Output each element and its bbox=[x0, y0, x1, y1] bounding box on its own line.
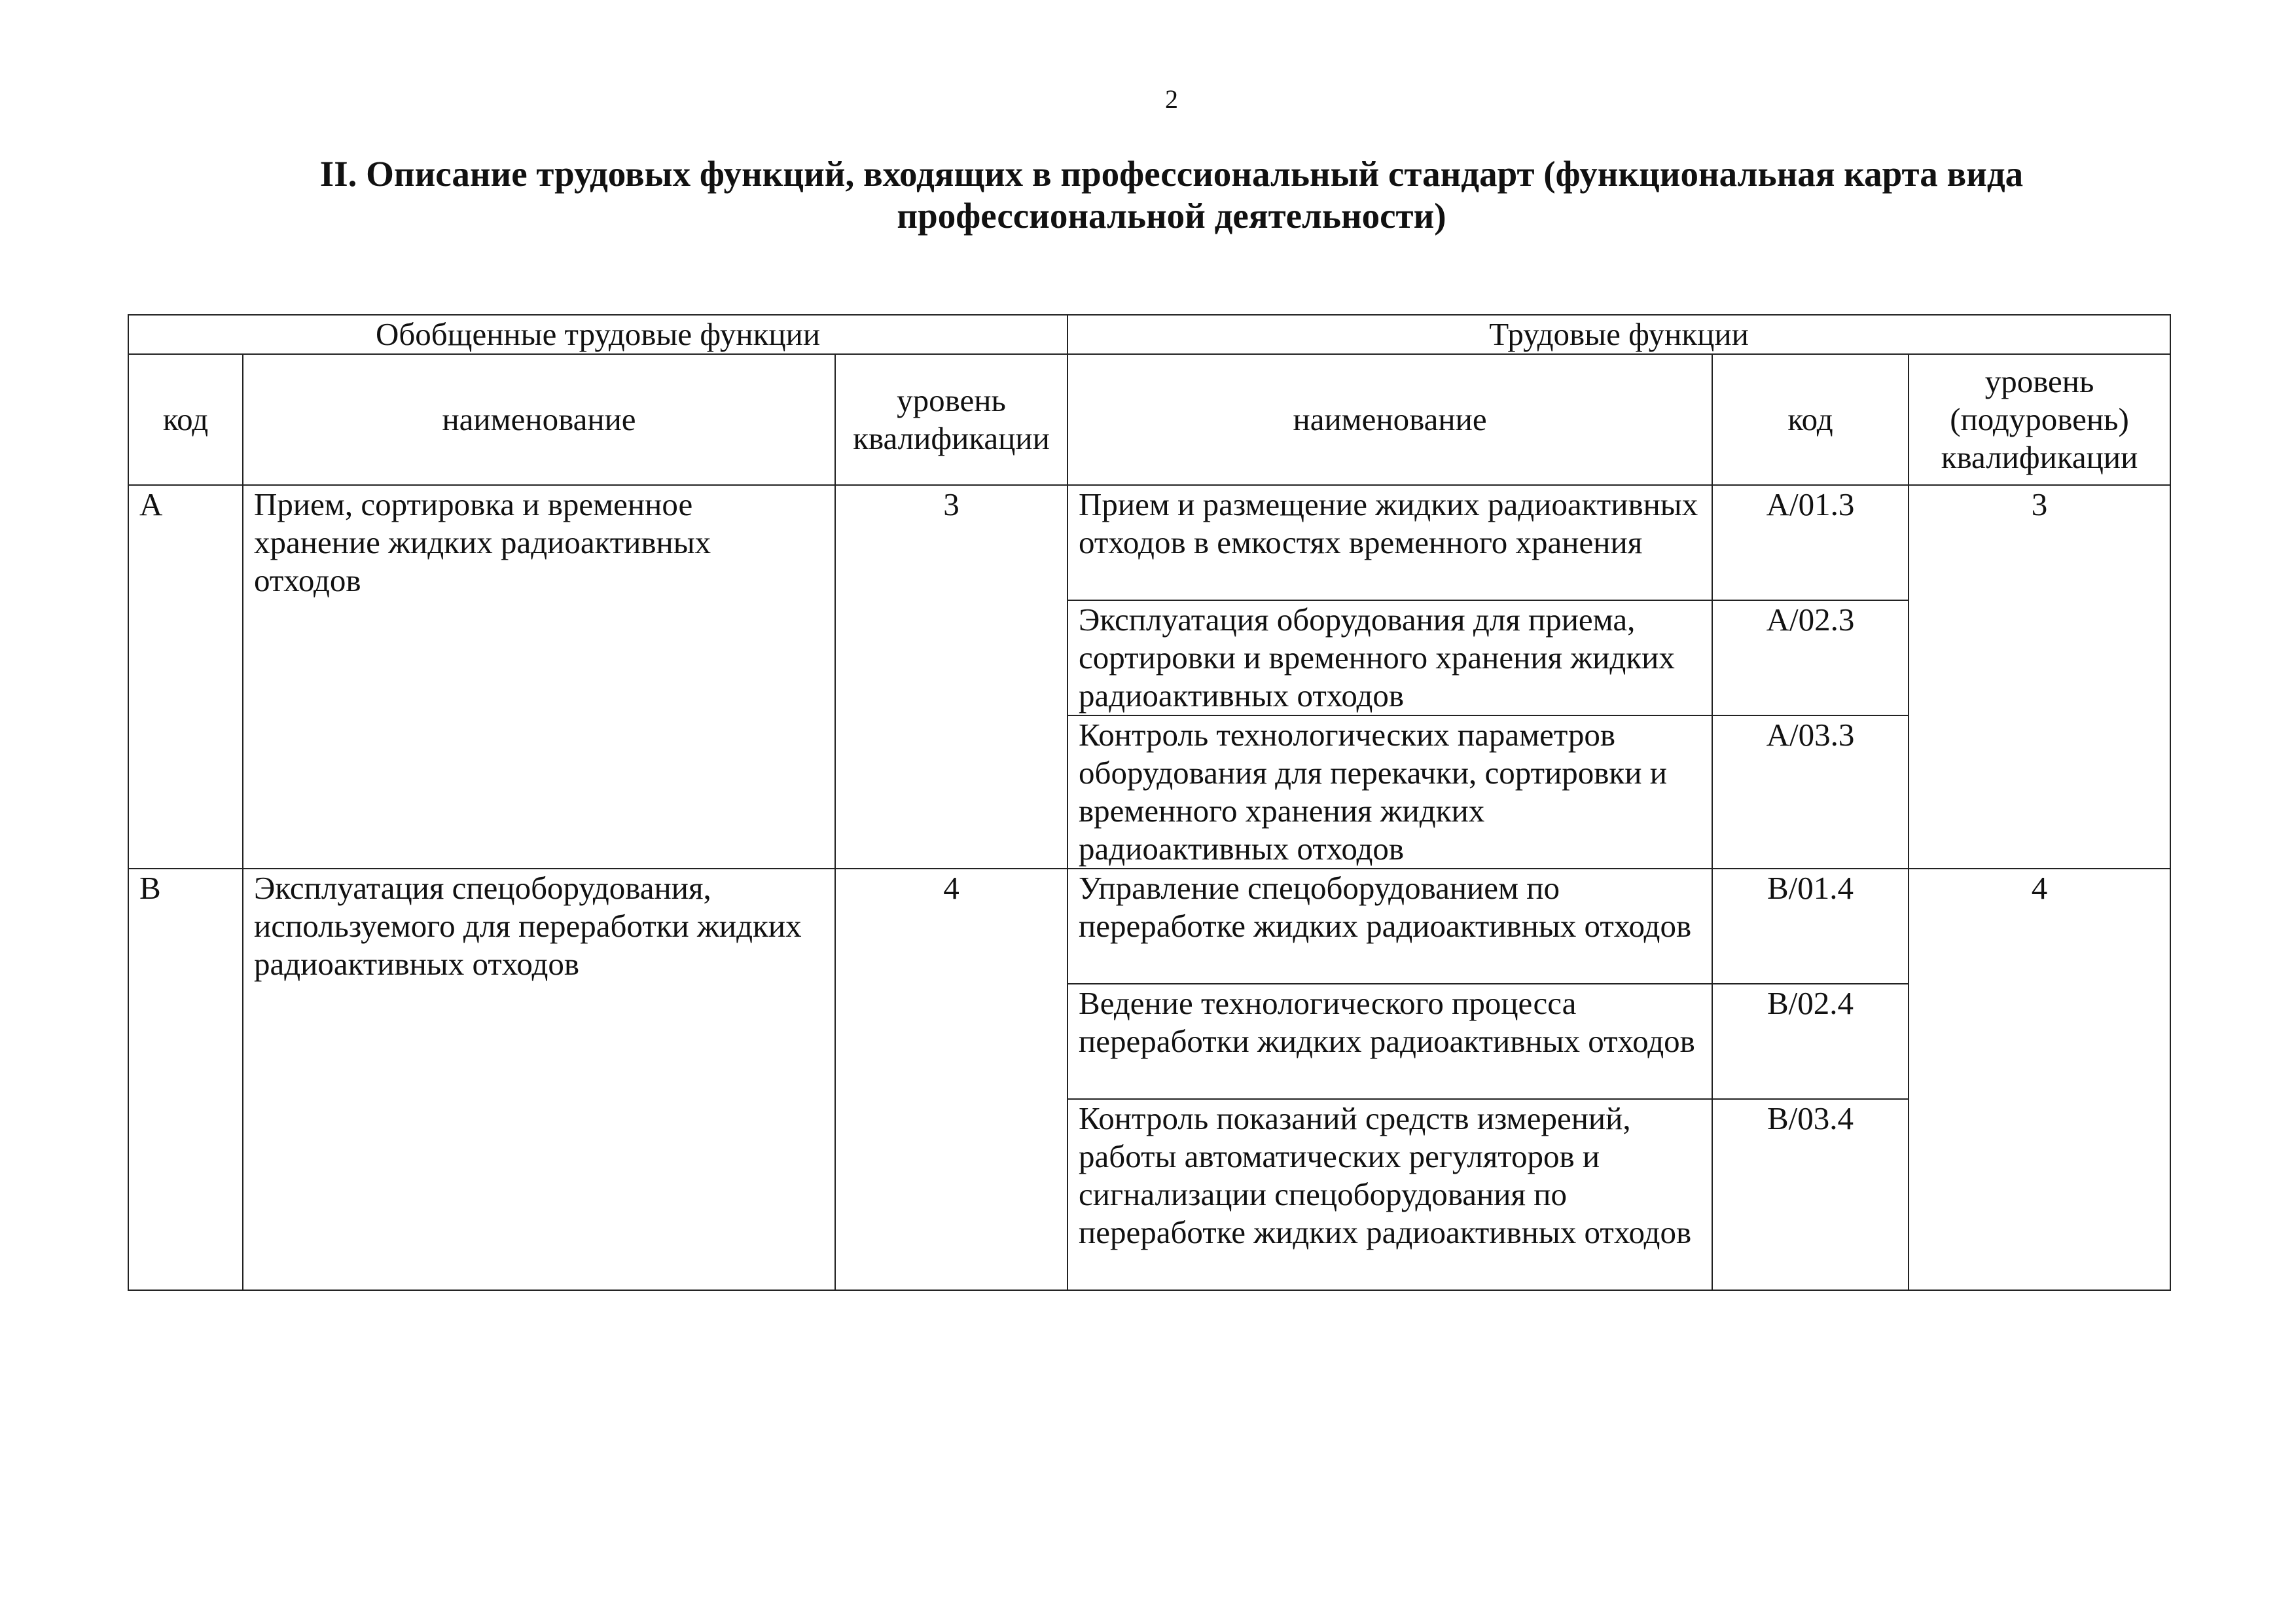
tf-level-header: уровень (подуровень) квалификации bbox=[1909, 354, 2170, 485]
column-header-row bbox=[128, 354, 2170, 485]
group-b-name: Эксплуатация спецоборудования, используемого для переработки жидких радиоактивных отходов bbox=[243, 869, 835, 1290]
function-a01-name: Прием и размещение жидких радиоактивных отходов в емкостях временного хранения bbox=[1067, 485, 1712, 600]
function-b01-code: B/01.4 bbox=[1712, 869, 1909, 984]
group-a-level: 3 bbox=[835, 485, 1067, 869]
function-a02-code: A/02.3 bbox=[1712, 600, 1909, 715]
section-title-line-2: профессиональной деятельности) bbox=[897, 196, 1446, 236]
function-b03-name: Контроль показаний средств измерений, работы автоматических регуляторов и сигнализации спецоборудования по переработке жидких радиоактивных отходов bbox=[1067, 1099, 1712, 1290]
group-a-sublevel: 3 bbox=[1909, 485, 2170, 869]
table-row bbox=[128, 869, 2170, 984]
tf-name-header: наименование bbox=[1067, 354, 1712, 485]
table-row bbox=[128, 485, 2170, 600]
functional-map-table bbox=[128, 314, 2171, 1291]
function-b02-name: Ведение технологического процесса переработки жидких радиоактивных отходов bbox=[1067, 984, 1712, 1099]
section-title-line-1: II. Описание трудовых функций, входящих в профессиональный стандарт (функциональная карта вида bbox=[319, 154, 2024, 194]
section-title bbox=[164, 153, 2179, 237]
function-a01-code: A/01.3 bbox=[1712, 485, 1909, 600]
function-b02-code: B/02.4 bbox=[1712, 984, 1909, 1099]
generalized-functions-header: Обобщенные трудовые функции bbox=[128, 315, 1067, 354]
group-b-level: 4 bbox=[835, 869, 1067, 1290]
page-number: 2 bbox=[1165, 84, 1178, 114]
function-a03-name: Контроль технологических параметров оборудования для перекачки, сортировки и временного хранения жидких радиоактивных отходов bbox=[1067, 715, 1712, 869]
group-a-code: A bbox=[128, 485, 243, 869]
labor-functions-header: Трудовые функции bbox=[1067, 315, 2170, 354]
gen-name-header: наименование bbox=[243, 354, 835, 485]
group-b-code: B bbox=[128, 869, 243, 1290]
function-b03-code: B/03.4 bbox=[1712, 1099, 1909, 1290]
function-a02-name: Эксплуатация оборудования для приема, сортировки и временного хранения жидких радиоактивных отходов bbox=[1067, 600, 1712, 715]
function-a03-code: A/03.3 bbox=[1712, 715, 1909, 869]
gen-code-header: код bbox=[128, 354, 243, 485]
group-header-row bbox=[128, 315, 2170, 354]
group-b-sublevel: 4 bbox=[1909, 869, 2170, 1290]
gen-level-header: уровень квалификации bbox=[835, 354, 1067, 485]
tf-code-header: код bbox=[1712, 354, 1909, 485]
function-b01-name: Управление спецоборудованием по переработке жидких радиоактивных отходов bbox=[1067, 869, 1712, 984]
group-a-name: Прием, сортировка и временное хранение жидких радиоактивных отходов bbox=[243, 485, 835, 869]
